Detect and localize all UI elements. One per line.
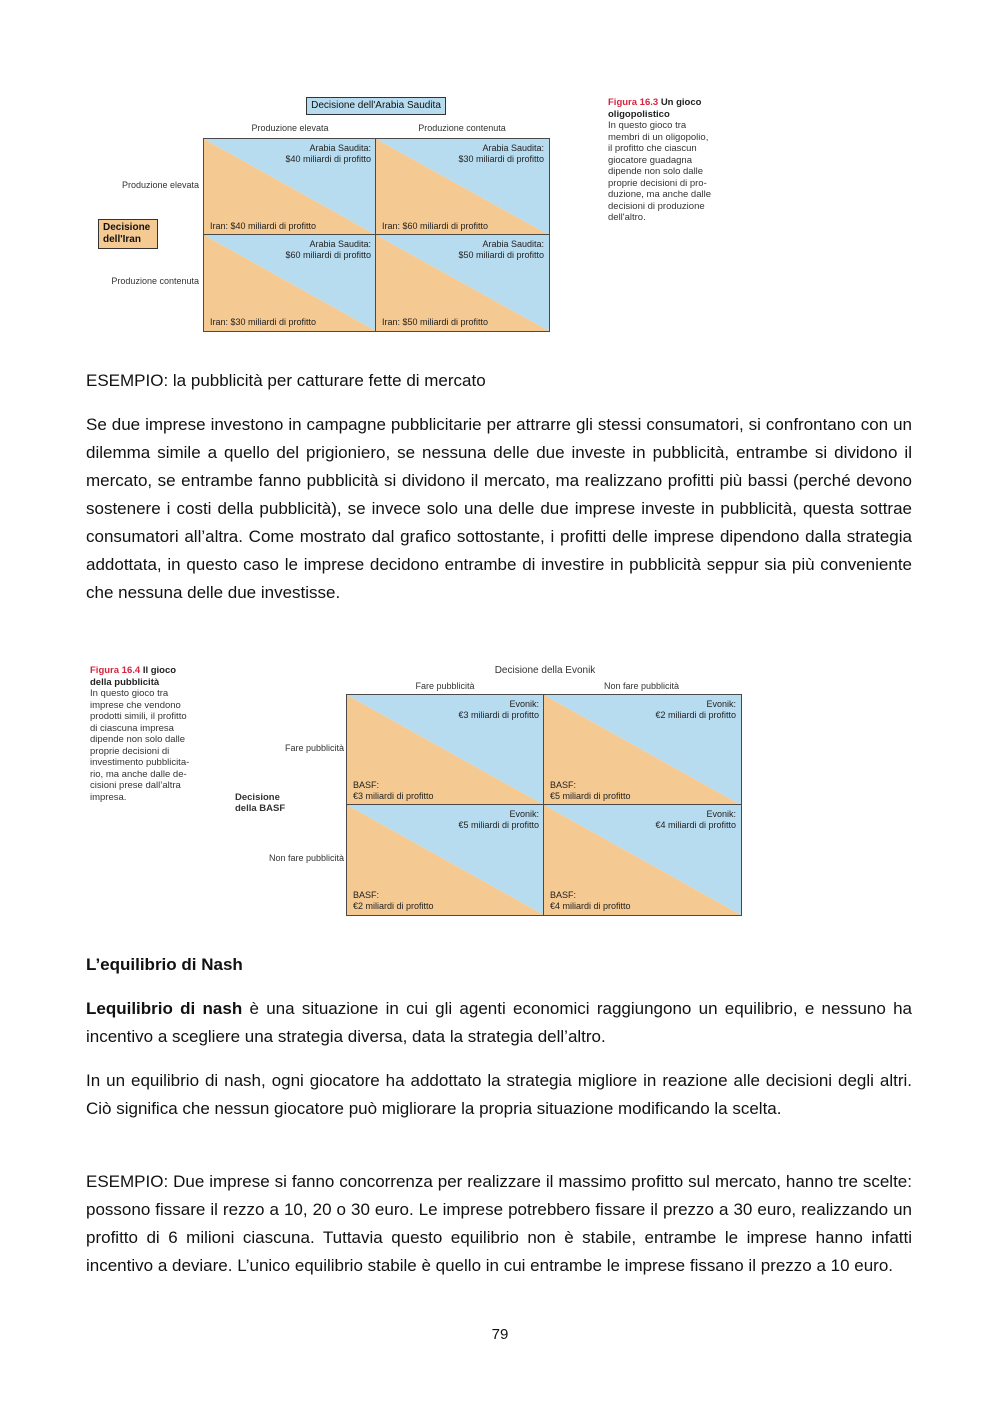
fig2-cell-4: [543, 804, 742, 916]
fig2-row-header: Decisione della BASF: [235, 792, 286, 814]
fig2-cell-1-basf: BASF: €3 miliardi di profitto: [353, 780, 434, 801]
fig2-caption-title-2: della pubblicità: [90, 676, 160, 688]
nash-definition: [86, 995, 912, 1051]
fig2-cell-2: [543, 694, 742, 806]
fig1-col-label-1: Produzione elevata: [251, 123, 329, 133]
fig2-caption-title: Figura 16.4 Il gioco: [90, 665, 177, 676]
page-number: 79: [491, 1326, 509, 1343]
nash-definition-body: è una situazione in cui gli agenti economici raggiungono un equilibrio, e nessuno ha incentivo a scegliere una strategia diversa, data la strategia dell’altro.: [86, 999, 913, 1046]
fig2-col-label-1: Fare pubblicità: [415, 681, 475, 691]
fig2-cell-1: [346, 694, 545, 806]
fig1-cell-2-saudi: Arabia Saudita: $30 miliardi di profitto: [458, 143, 544, 164]
fig1-cell-2-iran: Iran: $60 miliardi di profitto: [382, 221, 489, 231]
fig1-cell-4-iran: Iran: $50 miliardi di profitto: [382, 317, 489, 327]
fig2-column-header: Decisione della Evonik: [494, 665, 596, 676]
fig2-caption: Figura 16.4 Il gioco della pubblicità In questo gioco tra imprese che vendono prodotti simili, il profitto di ciascuna impresa dipende non solo dalle proprie decisioni di investimento pubblicita- rio, ma anche dalle de- cisioni prese dall’altra impresa.: [90, 665, 210, 803]
fig1-cell-4: [375, 234, 550, 332]
fig1-cell-2: [375, 138, 550, 236]
fig2-cell-4-basf: BASF: €4 miliardi di profitto: [550, 890, 631, 911]
fig1-cell-3-saudi: Arabia Saudita: $60 miliardi di profitto: [285, 239, 371, 260]
fig1-cell-1-saudi: Arabia Saudita: $40 miliardi di profitto: [285, 143, 371, 164]
example-1-body: Se due imprese investono in campagne pubblicitarie per attrarre gli stessi consumatori, si confrontano con un dilemma simile a quello del prigioniero, se nessuna delle due investe in pubblicità, entrambe si dividono il mercato, se entrambe fanno pubblicità si dividono il mercato, ma realizzano profitti più bassi (perché devono sostenere i costi della pubblicità), se invece solo una delle due imprese investe in pubblicità, questa sottrae consumatori all’altra. Come mostrato dal grafico sottostante, i profitti delle imprese dipendono dalla strategia addottata, in questo caso le imprese decidono entrambe di investire in pubblicità seppur sia più conveniente che nessuna delle due investisse.: [86, 415, 912, 602]
fig1-cell-1-iran: Iran: $40 miliardi di profitto: [210, 221, 317, 231]
fig2-cell-4-evonik: Evonik: €4 miliardi di profitto: [655, 809, 736, 830]
nash-definition-term: Lequilibrio di nash: [86, 999, 243, 1018]
fig1-row-header-line1: Decisione: [103, 222, 151, 233]
fig1-column-header: Decisione dell'Arabia Saudita: [306, 97, 446, 115]
fig2-cell-2-evonik: Evonik: €2 miliardi di profitto: [655, 699, 736, 720]
fig1-row-header-line2: dell'Iran: [103, 234, 141, 245]
fig1-col-label-2: Produzione contenuta: [418, 123, 506, 133]
fig1-row-header: [98, 219, 158, 249]
fig2-row-label-1: Fare pubblicità: [284, 743, 344, 753]
nash-example: ESEMPIO: Due imprese si fanno concorrenza per realizzare il massimo profitto sul mercato, hanno tre scelte: possono fissare il rezzo a 10, 20 o 30 euro. Le imprese potrebbero fissare il prezzo a 30 euro, realizzando un profitto di 6 milioni ciascuna. Tuttavia questo equilibrio non è stabile, entrambe le imprese hanno infatti incentivo a deviare. L’unico equilibrio stabile è quello in cui entrambe le imprese fissano il prezzo a 10 euro.: [86, 1172, 912, 1275]
fig2-cell-1-evonik: Evonik: €3 miliardi di profitto: [458, 699, 539, 720]
fig1-caption-title-2: oligopolistico: [608, 108, 670, 120]
fig1-cell-1: [203, 138, 377, 236]
nash-heading: L’equilibrio di Nash: [86, 955, 243, 974]
fig2-cell-3: [346, 804, 545, 916]
fig2-cell-2-basf: BASF: €5 miliardi di profitto: [550, 780, 631, 801]
fig1-cell-3-iran: Iran: $30 miliardi di profitto: [210, 317, 317, 327]
fig2-cell-3-evonik: Evonik: €5 miliardi di profitto: [458, 809, 539, 830]
fig1-cell-4-saudi: Arabia Saudita: $50 miliardi di profitto: [458, 239, 544, 260]
fig2-cell-3-basf: BASF: €2 miliardi di profitto: [353, 890, 434, 911]
fig1-row-label-2: Produzione contenuta: [111, 276, 199, 286]
fig1-cell-3: [203, 234, 377, 332]
fig1-caption: Figura 16.3 Un gioco oligopolistico In questo gioco tra membri di un oligopolio, il profitto che ciascun giocatore guadagna dipende non solo dalle proprie decisioni di pro- duzione, ma anche dalle decisioni di produzione dell'altro.: [608, 97, 748, 224]
fig1-caption-title: Figura 16.3 Un gioco: [608, 97, 702, 108]
fig2-row-label-2: Non fare pubblicità: [268, 853, 344, 863]
fig1-row-label-1: Produzione elevata: [121, 180, 199, 190]
nash-paragraph-2: In un equilibrio di nash, ogni giocatore ha addottato la strategia migliore in reazione alle decisioni degli altri. Ciò significa che nessun giocatore può migliorare la propria situazione modificando la scelta.: [86, 1071, 912, 1118]
fig2-col-label-2: Non fare pubblicità: [603, 681, 680, 691]
example-1-title: ESEMPIO: la pubblicità per catturare fette di mercato: [86, 371, 486, 390]
